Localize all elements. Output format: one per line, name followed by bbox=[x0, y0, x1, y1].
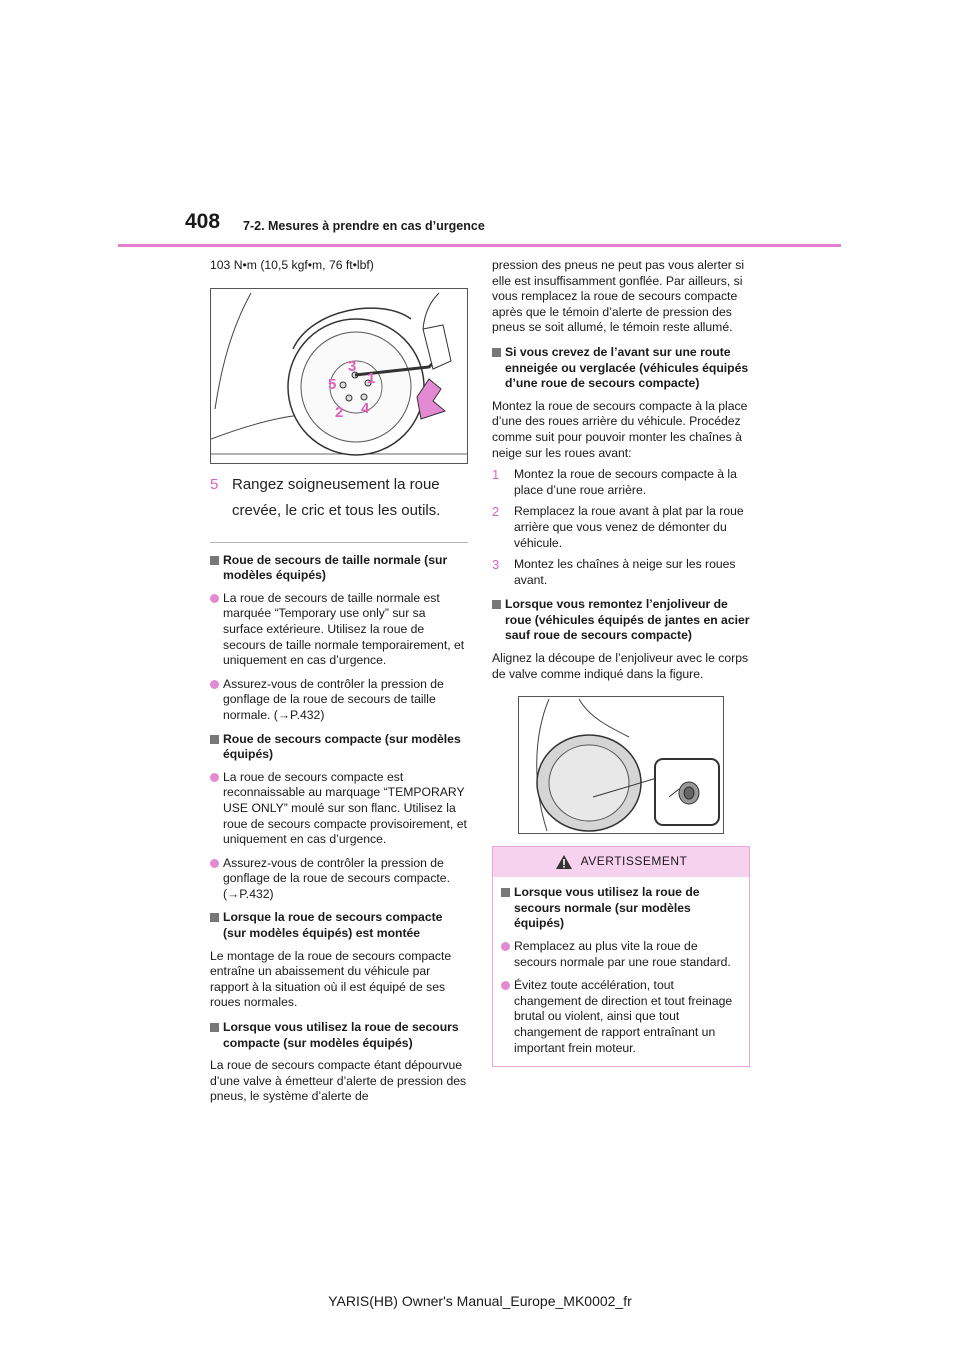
right-column bbox=[492, 258, 750, 1067]
bullet-item: La roue de secours compacte est reconnaissable au marquage “TEMPORARY USE ONLY” moulé sur son flanc. Utilisez la roue de secours compacte provisoirement, et uniquement en cas d’urgence. bbox=[210, 770, 468, 848]
bullet-item: Remplacez au plus vite la roue de secours normale par une roue standard. bbox=[501, 939, 741, 970]
numbered-step bbox=[492, 557, 750, 588]
bullet-item: La roue de secours de taille normale est marquée “Temporary use only” sur sa surface extérieure. Utilisez la roue de secours de taille normale temporairement, et uniquement en cas d’urgence. bbox=[210, 591, 468, 669]
wheel-nut-illustration bbox=[211, 289, 467, 461]
step-text: Rangez soigneusement la roue crevée, le cric et tous les outils. bbox=[232, 475, 441, 519]
step-5 bbox=[210, 472, 468, 524]
section-heading: Roue de secours compacte (sur modèles équipés) bbox=[210, 732, 468, 763]
bullet-item: Assurez-vous de contrôler la pression de gonflage de la roue de secours de taille normale. (→P.432) bbox=[210, 677, 468, 724]
step-text: Montez la roue de secours compacte à la place d’une roue arrière. bbox=[514, 467, 737, 497]
step-number: 5 bbox=[210, 475, 219, 493]
section-heading: Lorsque vous remontez l’enjoliveur de roue (véhicules équipés de jantes en acier sauf roue de secours compacte) bbox=[492, 597, 750, 644]
section-heading: Si vous crevez de l’avant sur une route enneigée ou verglacée (véhicules équipés d’une roue de secours compacte) bbox=[492, 345, 750, 392]
section-heading: Roue de secours de taille normale (sur modèles équipés) bbox=[210, 553, 468, 584]
paragraph: La roue de secours compacte étant dépourvue d’une valve à émetteur d’alerte de pression des pneus, le système d’alerte de bbox=[210, 1058, 467, 1104]
wheel-nut-figure bbox=[210, 288, 468, 464]
warning-heading: Lorsque vous utilisez la roue de secours normale (sur modèles équipés) bbox=[501, 885, 741, 932]
step-text: Montez les chaînes à neige sur les roues avant. bbox=[514, 557, 736, 587]
section-heading: Lorsque vous utilisez la roue de secours compacte (sur modèles équipés) bbox=[210, 1020, 468, 1051]
warning-header bbox=[493, 847, 749, 877]
bullet-item: Assurez-vous de contrôler la pression de gonflage de la roue de secours compacte. (→P.432) bbox=[210, 856, 468, 903]
warning-title: AVERTISSEMENT bbox=[580, 854, 688, 869]
section-heading: Lorsque la roue de secours compacte (sur modèles équipés) est montée bbox=[210, 910, 468, 941]
page-number: 408 bbox=[185, 210, 221, 233]
section-title: 7-2. Mesures à prendre en cas d’urgence bbox=[243, 219, 485, 233]
left-column bbox=[210, 258, 468, 1114]
nut-label-1: 1 bbox=[367, 369, 376, 387]
warning-body bbox=[493, 877, 749, 1066]
nut-label-4: 4 bbox=[361, 399, 370, 417]
nut-label-5: 5 bbox=[328, 375, 337, 393]
paragraph: pression des pneus ne peut pas vous alerter si elle est insuffisamment gonflée. Par ailleurs, si vous remplacez la roue de secours compacte après que le témoin d’alerte de pression des pneus se soit allumé, le témoin reste allumé. bbox=[492, 258, 745, 335]
warning-box bbox=[492, 846, 750, 1067]
wheel-cover-illustration bbox=[519, 697, 723, 833]
wheel-cover-figure bbox=[518, 696, 724, 834]
paragraph: Alignez la découpe de l’enjoliveur avec le corps de valve comme indiqué dans la figure. bbox=[492, 651, 749, 681]
paragraph: Montez la roue de secours compacte à la place d’une des roues arrière du véhicule. Procédez comme suit pour pouvoir monter les chaînes à neige sur les roues avant: bbox=[492, 398, 748, 460]
warning-triangle-icon bbox=[555, 854, 573, 870]
footer-text: YARIS(HB) Owner's Manual_Europe_MK0002_fr bbox=[328, 1293, 632, 1309]
step-number: 1 bbox=[492, 467, 500, 483]
nut-label-2: 2 bbox=[335, 403, 344, 421]
paragraph: Le montage de la roue de secours compacte entraîne un abaissement du véhicule par rapport à la situation où il est équipé de ses roues normales. bbox=[210, 948, 452, 1010]
step-number: 2 bbox=[492, 504, 500, 520]
step-number: 3 bbox=[492, 557, 500, 573]
header-rule bbox=[118, 244, 841, 247]
bullet-item: Évitez toute accélération, tout changement de direction et tout freinage brutal ou violent, ainsi que tout changement de rapport entraînant un important frein moteur. bbox=[501, 978, 741, 1056]
step-text: Remplacez la roue avant à plat par la roue arrière que vous venez de démonter du véhicule. bbox=[514, 504, 744, 550]
nut-label-3: 3 bbox=[348, 357, 357, 375]
torque-value: 103 N•m (10,5 kgf•m, 76 ft•lbf) bbox=[210, 258, 374, 272]
numbered-step bbox=[492, 467, 750, 498]
section-divider bbox=[210, 542, 468, 543]
numbered-step bbox=[492, 504, 750, 551]
